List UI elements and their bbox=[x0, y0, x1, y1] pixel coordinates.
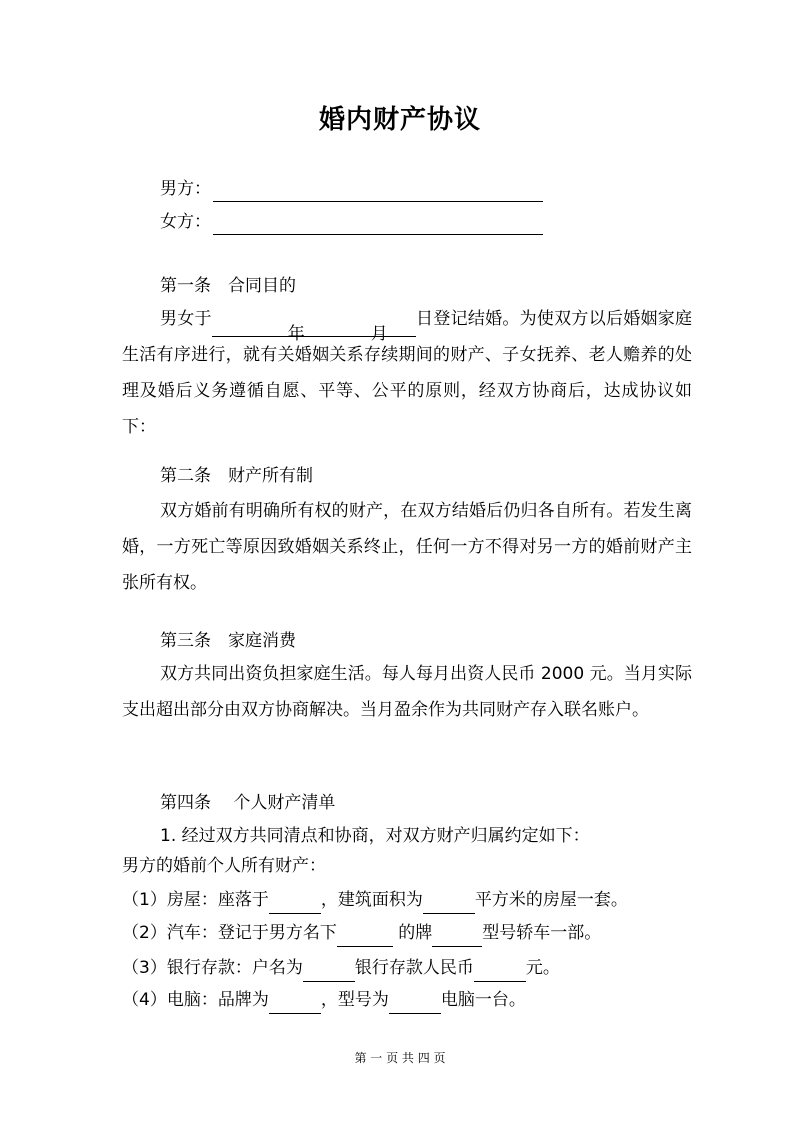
house-location-blank[interactable] bbox=[269, 893, 321, 914]
article-2-text: 双方婚前有明确所有权的财产，在双方结婚后仍归各自所有。若发生离婚，一方死亡等原因致婚姻关系终止，任何一方不得对另一方的婚前财产主张所有权。 bbox=[122, 501, 692, 593]
house-text-c: 平方米的房屋一套。 bbox=[474, 890, 628, 910]
female-party-blank[interactable] bbox=[213, 214, 543, 235]
car-text-c: 型号轿车一部。 bbox=[482, 923, 602, 943]
computer-model-blank[interactable] bbox=[389, 993, 441, 1014]
male-party-blank[interactable] bbox=[213, 181, 543, 202]
male-party-label: 男方： bbox=[160, 179, 211, 199]
article-1-heading: 第一条 合同目的 bbox=[160, 276, 296, 296]
female-party-line bbox=[160, 209, 543, 235]
page-footer: 第 一 页 共 四 页 bbox=[354, 1051, 446, 1065]
bank-text-c: 元。 bbox=[525, 958, 560, 978]
female-party-label: 女方： bbox=[160, 212, 211, 232]
day-blank[interactable] bbox=[388, 316, 416, 337]
car-line bbox=[122, 919, 601, 947]
bank-text-b: 银行存款人民币 bbox=[354, 958, 474, 978]
year-label: 年 bbox=[250, 316, 305, 337]
house-text-b: ，建筑面积为 bbox=[320, 890, 423, 910]
computer-line bbox=[122, 986, 526, 1014]
year-blank[interactable] bbox=[212, 316, 250, 337]
month-label: 月 bbox=[333, 316, 388, 337]
car-text-b: 的牌 bbox=[392, 923, 433, 943]
computer-brand-blank[interactable] bbox=[269, 993, 321, 1014]
bank-text-a: （3）银行存款：户名为 bbox=[122, 958, 303, 978]
article-2-heading: 第二条 财产所有制 bbox=[160, 466, 313, 486]
article-4-heading: 第四条 个人财产清单 bbox=[160, 793, 336, 813]
document-title: 婚内财产协议 bbox=[318, 105, 481, 135]
month-blank[interactable] bbox=[305, 316, 333, 337]
bank-amount-blank[interactable] bbox=[474, 961, 526, 982]
car-brand-blank[interactable] bbox=[432, 926, 482, 947]
male-premarital-heading: 男方的婚前个人所有财产： bbox=[122, 856, 326, 876]
computer-text-a: （4）电脑：品牌为 bbox=[122, 990, 269, 1010]
article-1-start: 男女于 bbox=[160, 309, 212, 329]
article-3-text: 双方共同出资负担家庭生活。每人每月出资人民币 2000 元。当月实际支出超出部分由双方协商解决。当月盈余作为共同财产存入联名账户。 bbox=[122, 664, 692, 720]
house-area-blank[interactable] bbox=[423, 893, 475, 914]
bank-line bbox=[122, 954, 560, 982]
house-text-a: （1）房屋：座落于 bbox=[122, 890, 269, 910]
house-line bbox=[122, 886, 628, 914]
computer-text-c: 电脑一台。 bbox=[440, 990, 526, 1010]
article-3-heading: 第三条 家庭消费 bbox=[160, 631, 296, 651]
car-text-a: （2）汽车：登记于男方名下 bbox=[122, 923, 337, 943]
bank-account-name-blank[interactable] bbox=[303, 961, 355, 982]
male-party-line bbox=[160, 176, 543, 202]
article-1-rest: 日登记结婚。为使双方以后婚姻家庭生活有序进行，就有关婚姻关系存续期间的财产、子女抚养、老人赡养的处理及婚后义务遵循自愿、平等、公平的原则，经双方协商后，达成协议如下： bbox=[122, 309, 693, 437]
article-1-text bbox=[122, 301, 692, 445]
car-owner-blank[interactable] bbox=[337, 926, 393, 947]
computer-text-b: ，型号为 bbox=[320, 990, 389, 1010]
article-4-item-1: 1. 经过双方共同清点和协商，对双方财产归属约定如下： bbox=[160, 826, 590, 846]
